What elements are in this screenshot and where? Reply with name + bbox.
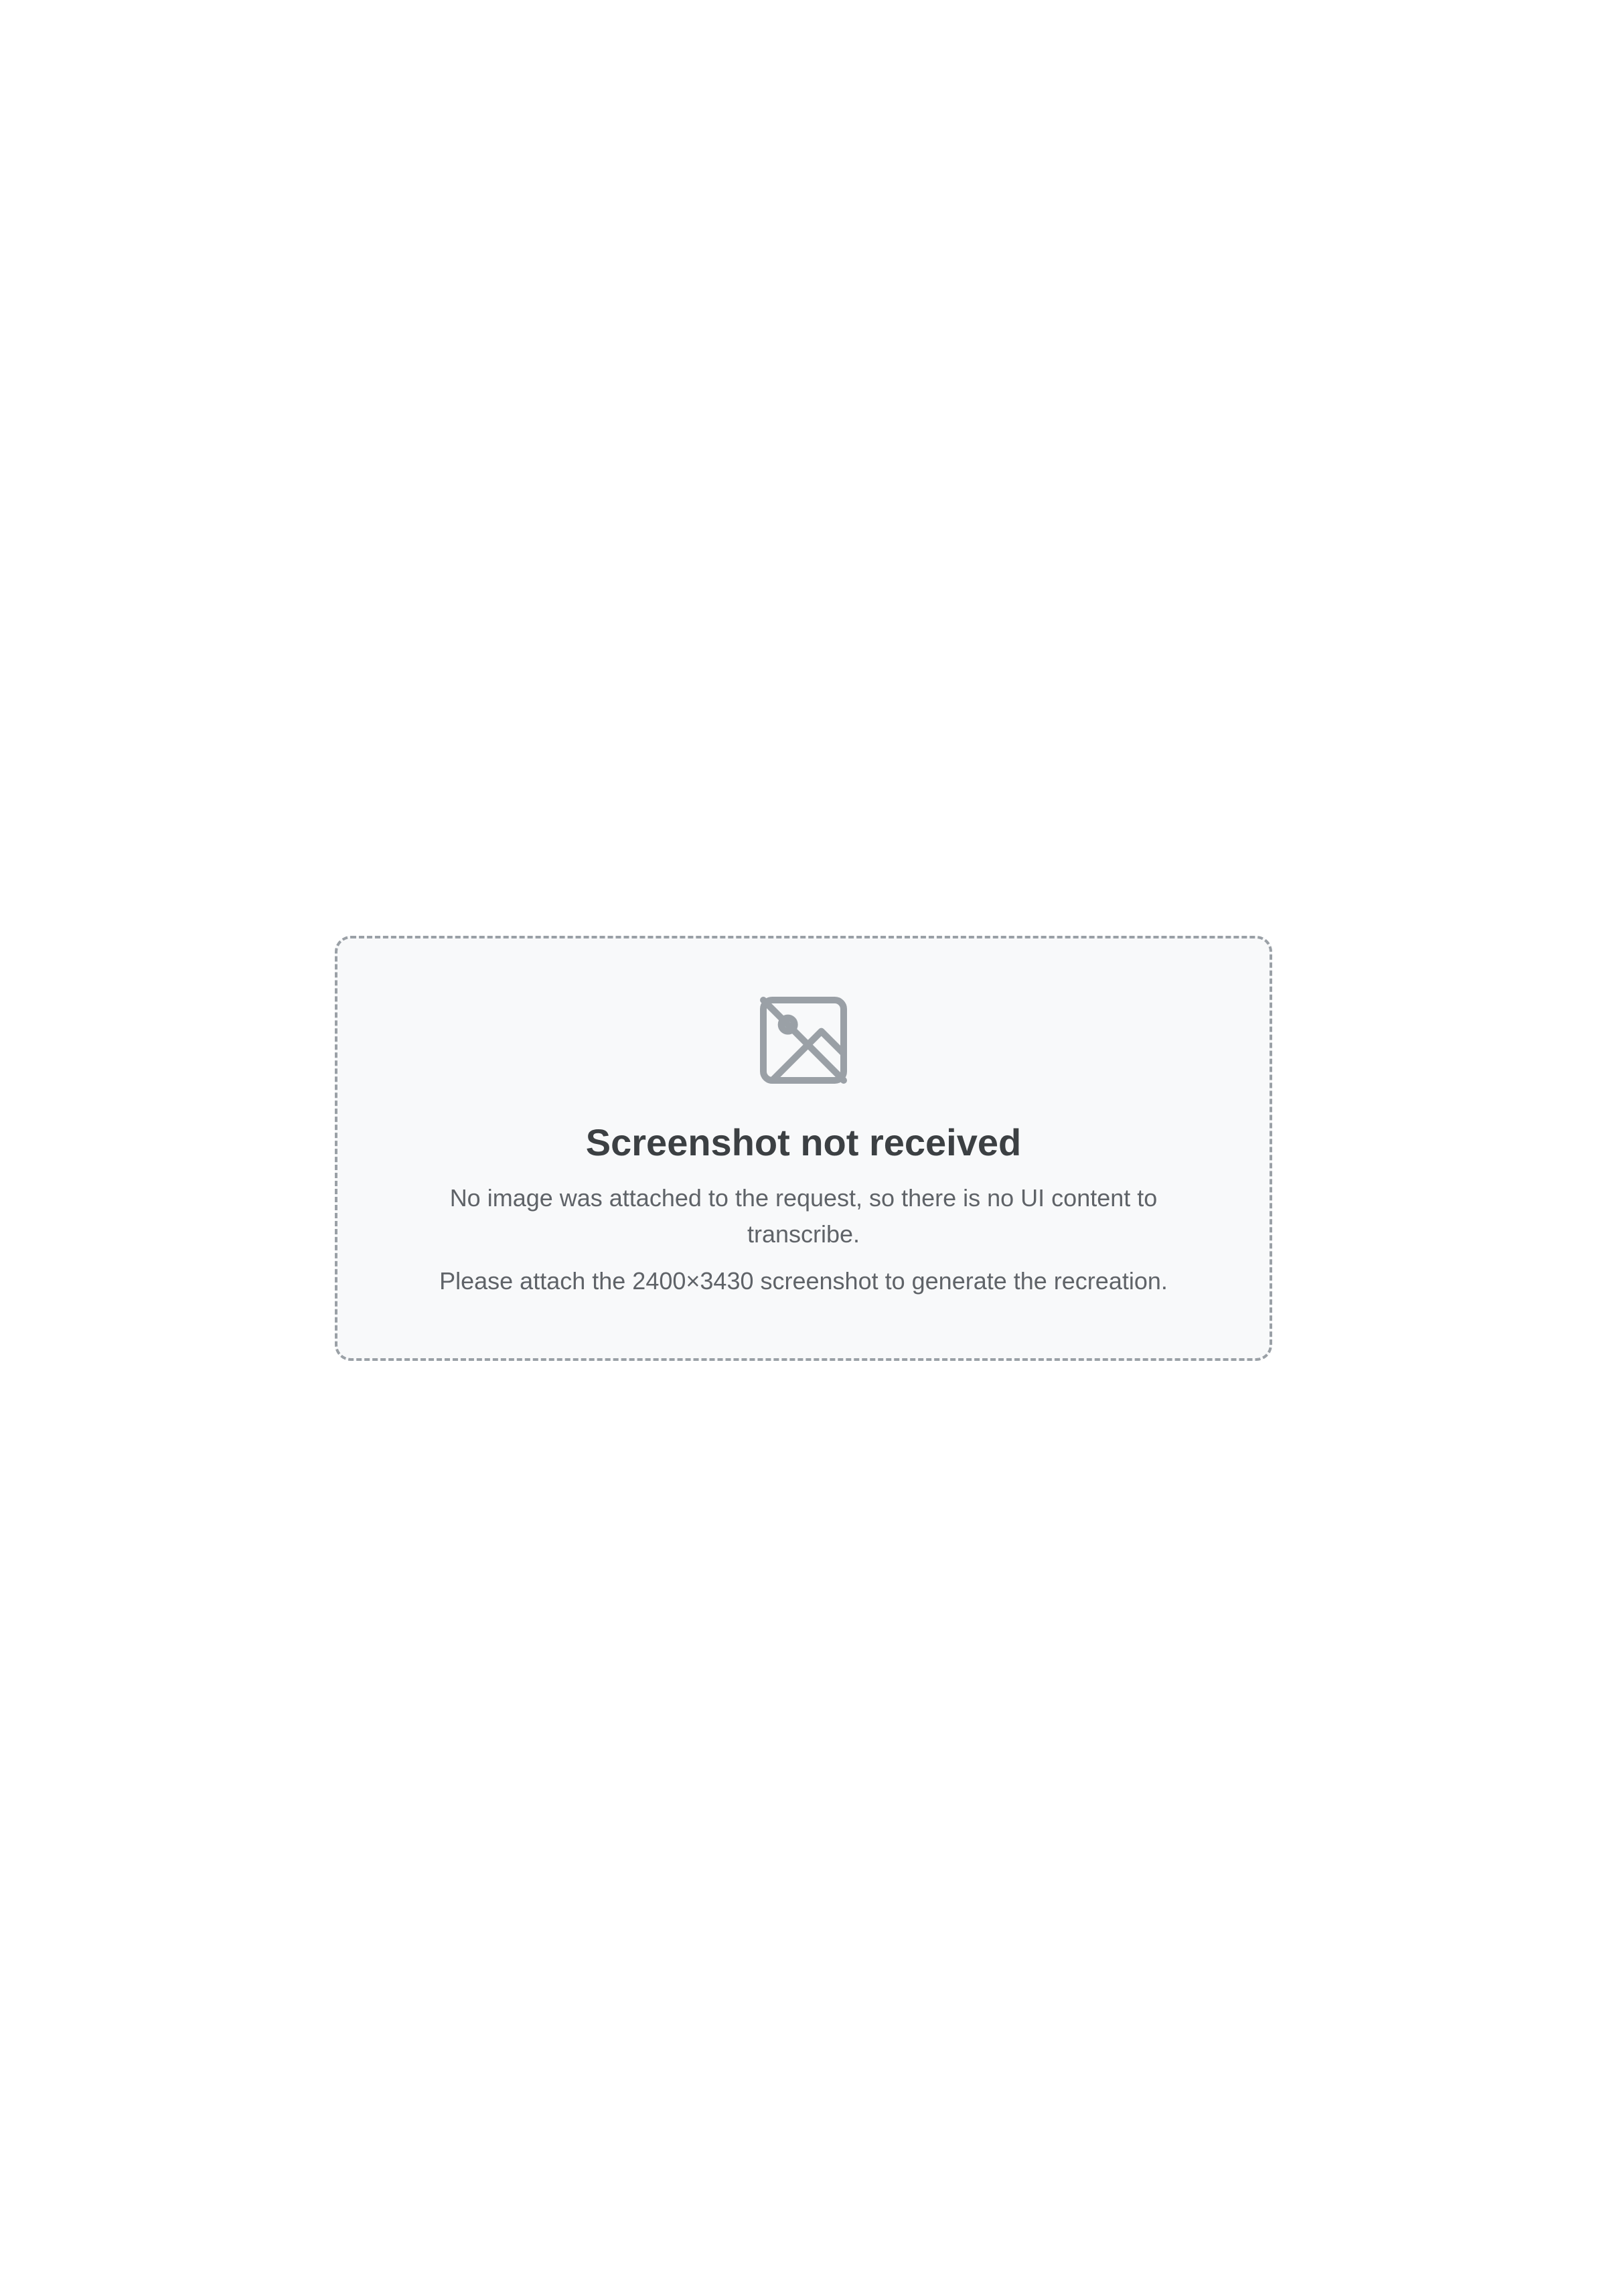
notice-title: Screenshot not received [585, 1121, 1022, 1163]
image-missing-icon [750, 987, 857, 1094]
notice-message: No image was attached to the request, so there is no UI content to transcribe. [449, 1183, 1158, 1248]
notice-instruction: Please attach the 2400×3430 screenshot to generate the recreation. [439, 1266, 1168, 1295]
missing-image-notice [335, 936, 1272, 1361]
